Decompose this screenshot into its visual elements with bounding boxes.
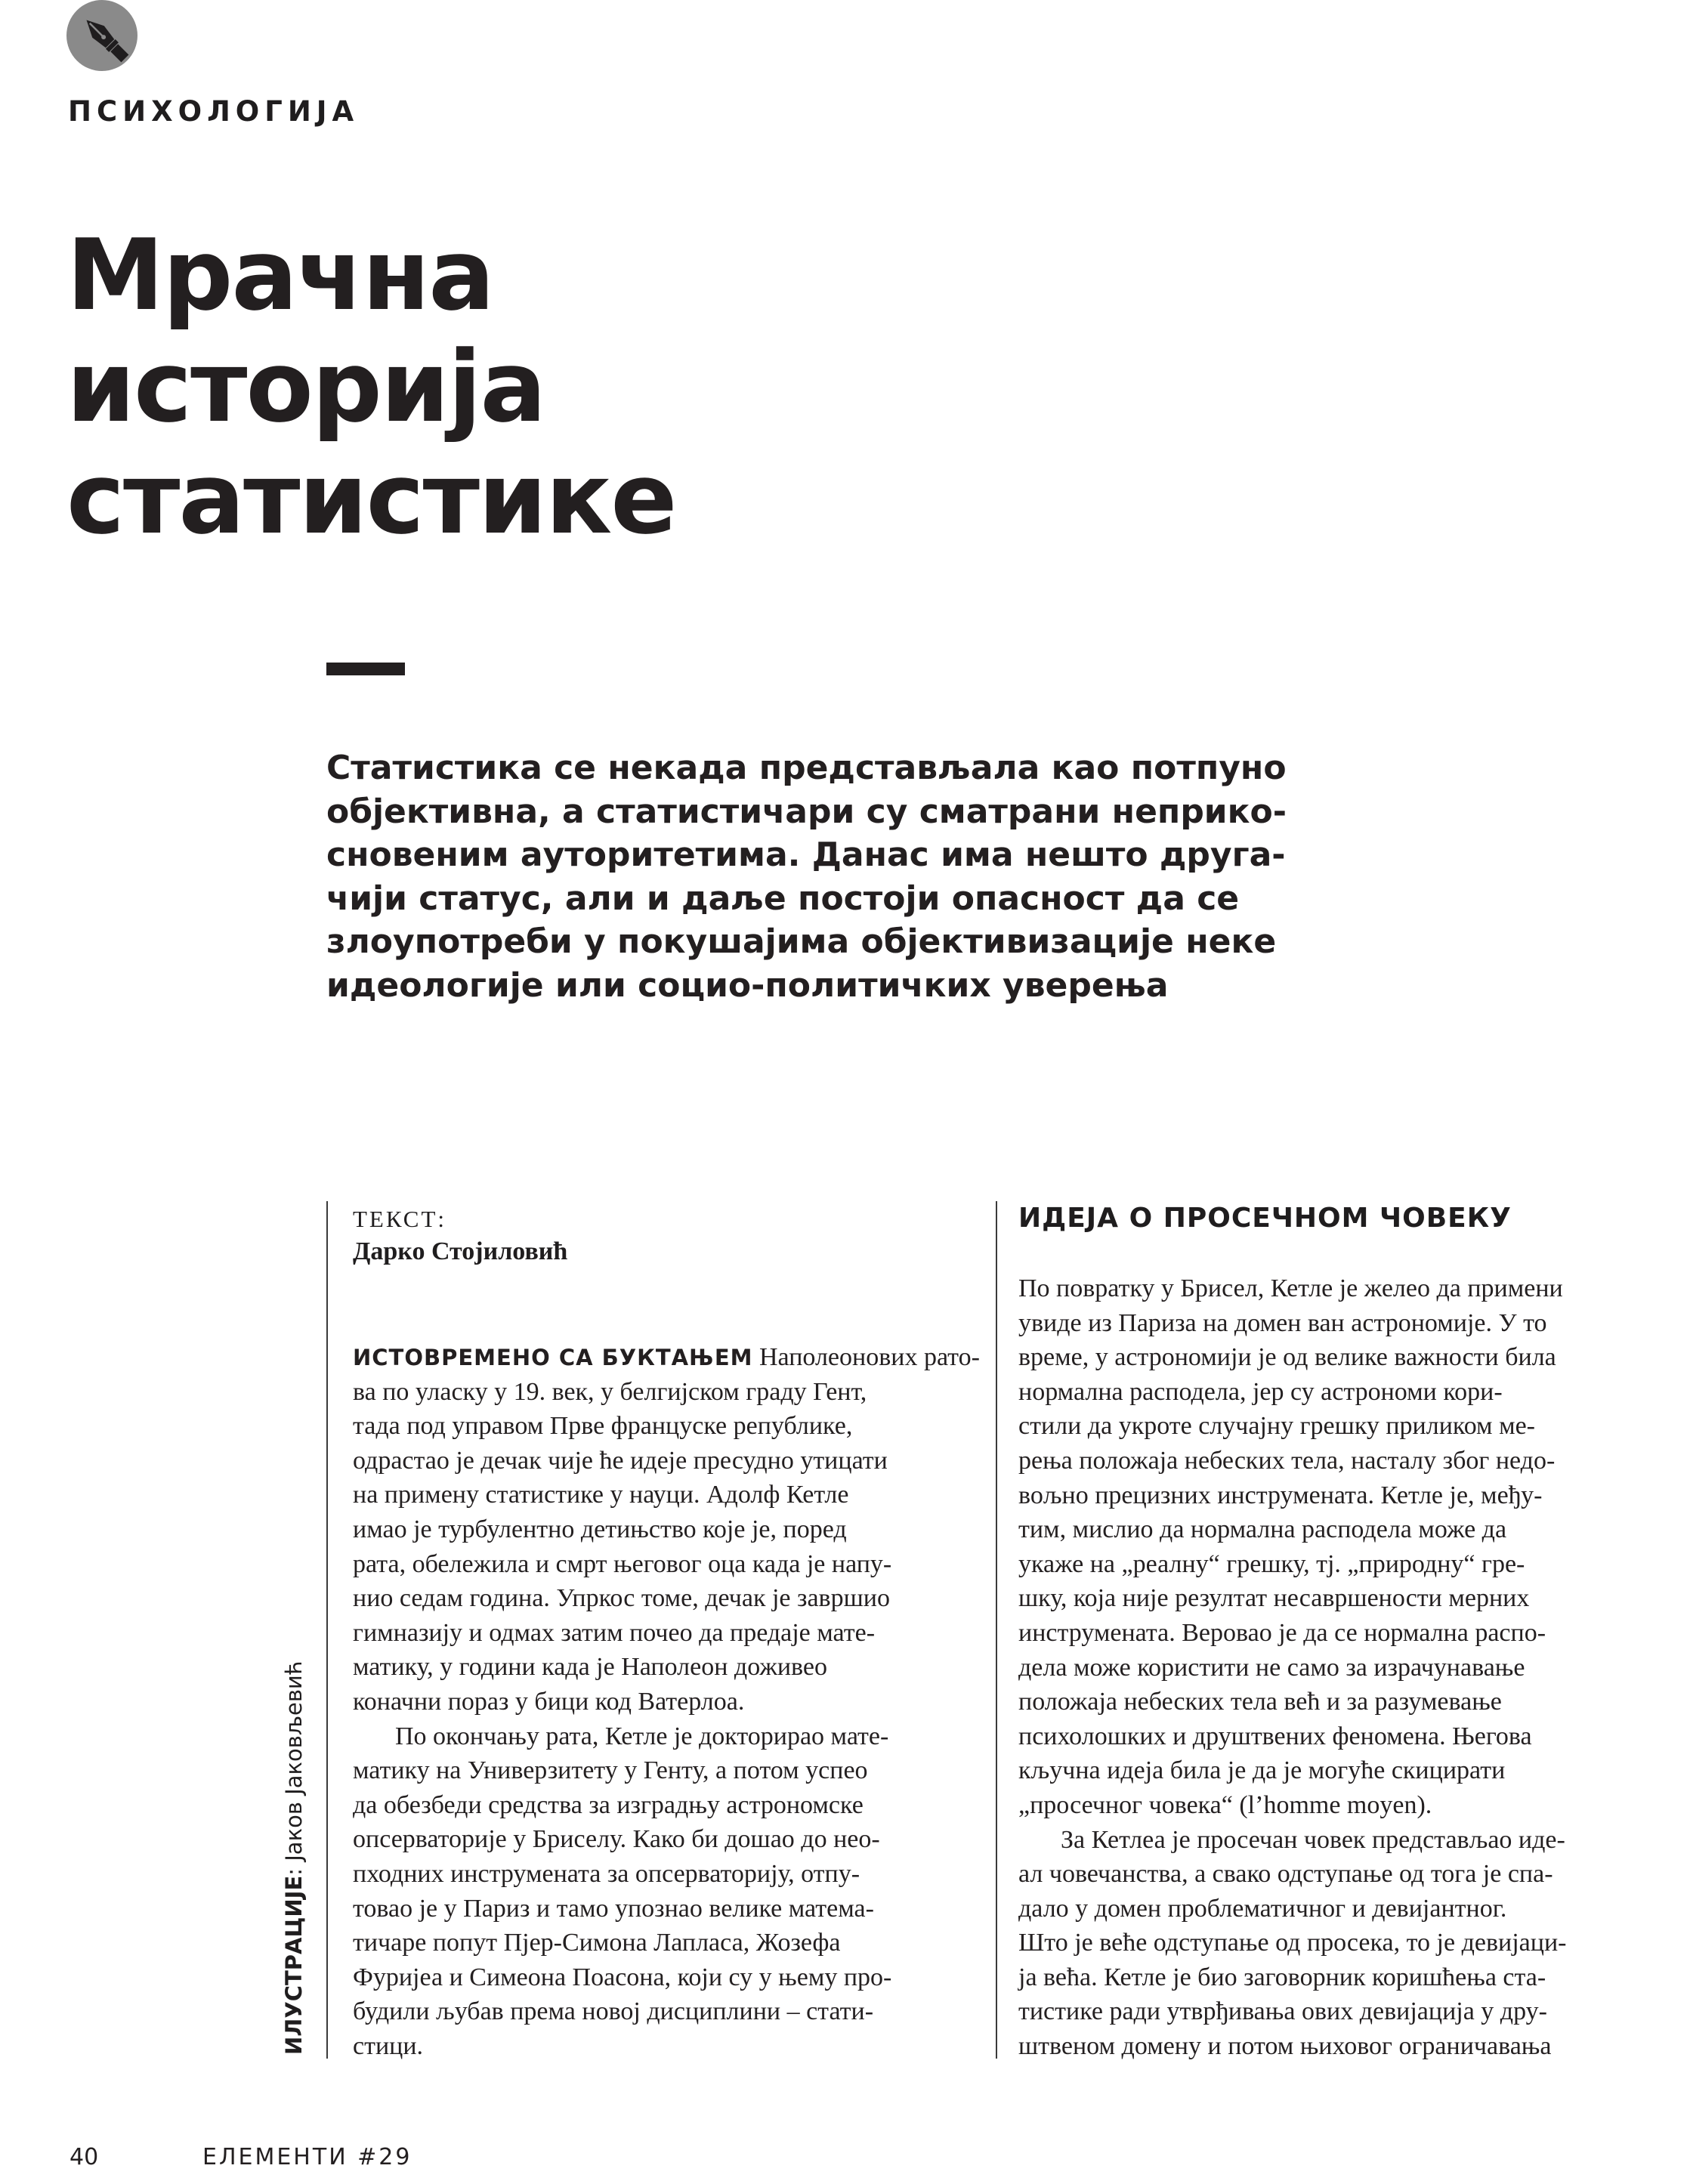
body-line: ва по уласку у 19. век, у белгијском граду Гент,	[353, 1377, 867, 1406]
body-line: укаже на „реалну“ грешку, тј. „природну“ гре-	[1018, 1549, 1525, 1578]
magazine-issue: ЕЛЕМЕНТИ #29	[202, 2144, 412, 2170]
title-dash-divider	[326, 663, 405, 675]
body-line: За Кетлеа је просечан човек представљао иде-	[1061, 1825, 1565, 1854]
body-line: време, у астрономији је од велике важности била	[1018, 1343, 1556, 1372]
page-number: 40	[70, 2144, 99, 2170]
left-column-text	[353, 1340, 980, 2063]
body-line: По окончању рата, Кетле је докторирао мате-	[395, 1722, 889, 1750]
body-line: на примену статистике у науци. Адолф Кетле	[353, 1481, 849, 1509]
body-line: Што је веће одступање од просека, то је девијаци-	[1018, 1929, 1567, 1957]
body-line: будили љубав према новој дисциплини – стати-	[353, 1997, 874, 2026]
body-line: коначни пораз у бици код Ватерлоа.	[353, 1687, 745, 1716]
lead-line: чији статус, али и даље постоји опасност да се	[326, 879, 1240, 918]
illustration-credit-label: ИЛУСТРАЦИЈЕ	[281, 1875, 307, 2055]
body-line: нио седам година. Упркос томе, дечак је завршио	[353, 1584, 890, 1613]
body-line: шку, која није резултат несавршености мерних	[1018, 1584, 1530, 1613]
body-line: тада под управом Прве француске републике,	[353, 1412, 853, 1441]
column-rule-middle	[996, 1201, 997, 2059]
body-line: гимназију и одмах затим почео да предаје мате-	[353, 1618, 876, 1647]
article-title	[66, 219, 822, 554]
body-line: психолошких и друштвених феномена. Његова	[1018, 1722, 1532, 1750]
body-line: увиде из Париза на домен ван астрономије. У то	[1018, 1308, 1547, 1337]
column-rule-left	[326, 1201, 328, 2059]
lead-line: Статистика се некада представљала као потпуно	[326, 749, 1287, 787]
body-line: дела може користити не само за израчунавање	[1018, 1653, 1525, 1682]
body-line: тим, мислио да нормална расподела може да	[1018, 1515, 1507, 1544]
lead-line: сновеним ауторитетима. Данас има нешто друга-	[326, 836, 1286, 874]
section-label: ПСИХОЛОГИЈА	[68, 95, 360, 128]
body-line: одрастао је дечак чије ће идеје пресудно утицати	[353, 1446, 888, 1475]
body-line: матику, у години када је Наполеон доживео	[353, 1653, 827, 1682]
body-line: ја већа. Кетле је био заговорник коришћења ста-	[1018, 1963, 1546, 1991]
body-line: штвеном домену и потом њиховог ограничавања	[1018, 2032, 1552, 2061]
body-line: положаја небеских тела већ и за разумевање	[1018, 1688, 1502, 1716]
body-line: инструмената. Веровао је да се нормална распо-	[1018, 1618, 1546, 1647]
runin-lead: ИСТОВРЕМЕНО СА БУКТАЊЕМ	[353, 1345, 753, 1370]
body-line: „просечног човека“ (l’homme moyen).	[1018, 1790, 1432, 1819]
body-line: матику на Универзитету у Генту, а потом успео	[353, 1756, 868, 1785]
body-line: имао је турбулентно детињство које је, поред	[353, 1515, 847, 1543]
body-line: нормална расподела, јер су астрономи кори-	[1018, 1377, 1503, 1406]
body-line: тистике ради утврђивања ових девијација у дру-	[1018, 1997, 1547, 2026]
byline-author: Дарко Стојиловић	[353, 1237, 568, 1265]
section-subheading: ИДЕЈА О ПРОСЕЧНОМ ЧОВЕКУ	[1018, 1203, 1512, 1234]
body-line: тичаре попут Пјер-Симона Лапласа, Жозефа	[353, 1929, 841, 1957]
lead-paragraph	[326, 746, 1287, 1007]
title-line: историја	[66, 329, 545, 444]
body-line: стици.	[353, 2031, 424, 2060]
lead-line: злоупотреби у покушајима објективизације неке	[326, 922, 1277, 961]
illustration-credit	[281, 1660, 307, 2055]
fountain-pen-icon	[66, 0, 137, 71]
body-line: ал човечанства, а свако одступање од тога је спа-	[1018, 1860, 1553, 1889]
lead-line: идеологије или социо-политичких уверења	[326, 965, 1169, 1005]
body-line: товао је у Париз и тамо упознао велике матема-	[353, 1894, 874, 1923]
illustration-credit-name: : Јаков Јаковљевић	[281, 1660, 307, 1876]
body-line: кључна идеја била је да је могуће скицирати	[1018, 1756, 1506, 1785]
body-line: да обезбеди средства за изградњу астрономске	[353, 1790, 864, 1819]
byline-label: ТЕКСТ:	[353, 1206, 447, 1232]
lead-line: објективна, а статистичари су сматрани неприко-	[326, 792, 1287, 831]
body-line: рата, обележила и смрт његовог оца када је напу-	[353, 1549, 892, 1578]
body-line: стили да укроте случајну грешку приликом ме-	[1018, 1412, 1536, 1441]
body-line: ИСТОВРЕМЕНО СА БУКТАЊЕМ Наполеонових рато-	[353, 1343, 980, 1371]
title-line: статистике	[66, 441, 676, 556]
body-line: опсерваторије у Бриселу. Како би дошао до нео-	[353, 1825, 880, 1854]
body-line: По повратку у Брисел, Кетле је желео да примени	[1018, 1274, 1563, 1302]
body-line: Фуријеа и Симеона Поасона, који су у њему про-	[353, 1963, 892, 1991]
body-line: вољно прецизних инструмената. Кетле је, међу-	[1018, 1481, 1543, 1509]
body-line: дало у домен проблематичног и девијантног.	[1018, 1894, 1507, 1923]
right-column-text	[1018, 1271, 1566, 2064]
body-line: пходних инструмената за опсерваторију, отпу-	[353, 1859, 860, 1888]
body-line: рења положаја небеских тела, насталу због недо-	[1018, 1446, 1556, 1475]
title-line: Мрачна	[66, 218, 493, 332]
